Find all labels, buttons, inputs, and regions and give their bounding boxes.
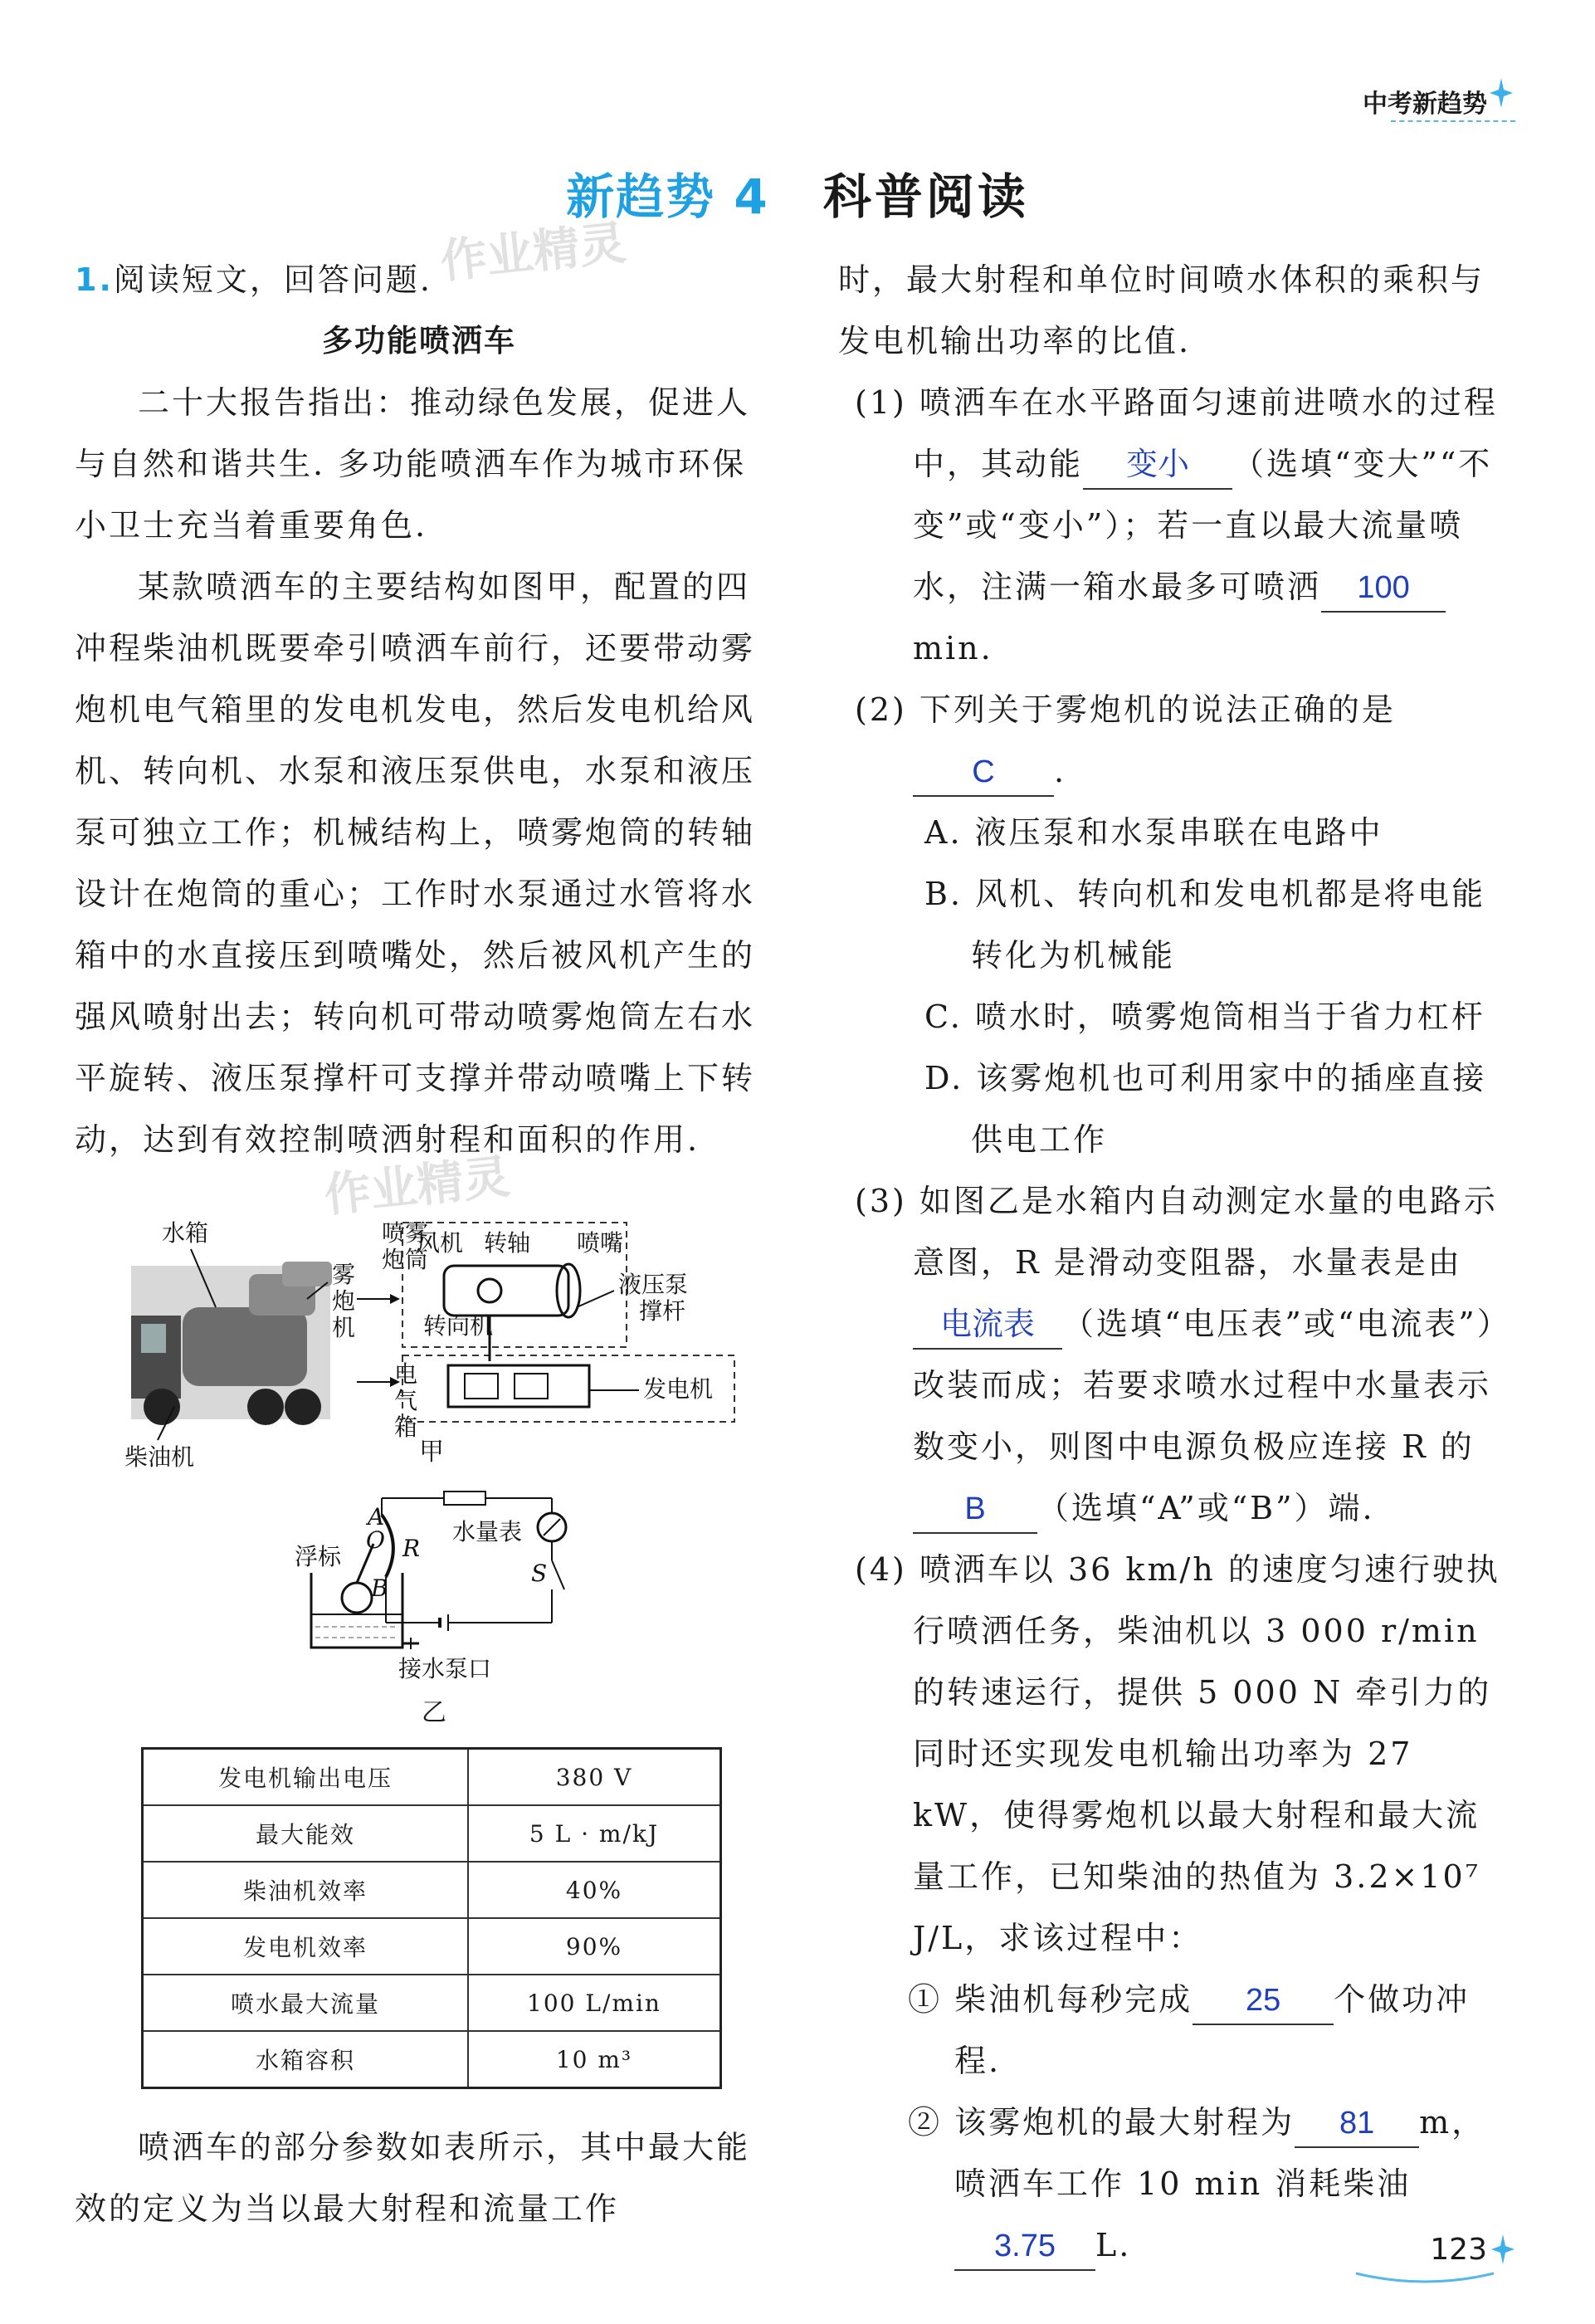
figure-caption-yi: 乙 [422,1698,446,1727]
svg-text:箱: 箱 [394,1413,418,1441]
answer-blank[interactable]: 25 [1193,1977,1334,2025]
svg-text:炮: 炮 [332,1287,356,1315]
answer-blank[interactable]: C [913,749,1054,797]
page-number-swoosh [1354,2270,1495,2287]
label-generator: 发电机 [643,1375,714,1403]
sparkle-icon [1490,2233,1515,2266]
option-c: C. 喷水时，喷雾炮筒相当于省力杠杆 [924,998,1485,1035]
label-r: R [402,1535,421,1562]
question-number: 1. [75,261,114,298]
label-float: 浮标 [295,1543,342,1570]
article-paragraph: 二十大报告指出：推动绿色发展，促进人与自然和谐共生. 多功能喷洒车作为城市环保小卫士充当着重要角色. [75,384,751,544]
param-value: 40% [468,1862,721,1918]
title-main: 科普阅读 [822,168,1029,225]
figure-yi [295,1482,610,1689]
answer-blank[interactable]: 变小 [1083,442,1232,490]
answer-blank[interactable]: B [913,1486,1037,1534]
param-value: 10 m³ [468,2031,721,2088]
label-steering: 转向机 [423,1312,494,1340]
sub-question-3: (3) 如图乙是水箱内自动测定水量的电路示意图，R 是滑动变阻器，水量表是由电流表 （选填“电压表”或“电流表”）改装而成；若要求喷水过程中水量表示数变小，则图中电源负极应连接 R 的B （选填“A”或“B”）端. [838,1170,1502,1539]
label-a: A [368,1503,385,1531]
article-paragraph: 喷洒车的部分参数如表所示，其中最大能效的定义为当以最大射程和流量工作 [75,2129,751,2227]
label-water-tank: 水箱 [162,1219,209,1247]
page-title [0,158,1595,227]
article-paragraph: 某款喷洒车的主要结构如图甲，配置的四冲程柴油机既要牵引喷洒车前行，还要带动雾炮机电气箱里的发电机发电，然后发电机给风机、转向机、水泵和液压泵供电，水泵和液压泵可独立工作；机械结构上，喷雾炮筒的转轴设计在炮筒的重心；工作时水泵通过水管将水箱中的水直接压到喷嘴处，然后被风机产生的强风喷射出去；转向机可带动喷雾炮筒左右水平旋转、液压泵撑杆可支撑并带动喷嘴上下转动，达到有效控制喷洒射程和面积的作用. [75,569,756,1158]
watermark: 作业精灵 [321,1150,513,1223]
question-prompt [75,249,763,310]
sub-question-4-part-2: ② 该雾炮机的最大射程为 81 m，喷洒车工作 10 min 消耗柴油3.75 L. [838,2092,1502,2276]
label-b: B [371,1575,388,1602]
table-row [143,1862,721,1918]
table-row [143,1918,721,1975]
label-hydraulic-2: 撑杆 [639,1297,686,1325]
label-pump-port: 接水泵口 [398,1655,492,1682]
right-column [838,249,1502,2276]
answer-blank[interactable]: 电流表 [913,1301,1062,1350]
option-a: A. 液压泵和水泵串联在电路中 [924,814,1383,851]
label-fog-cannon-1: 雾 [332,1261,356,1288]
page-number: 123 [1430,2233,1487,2267]
param-name: 水箱容积 [143,2031,468,2088]
answer-blank[interactable]: 3.75 [954,2223,1095,2271]
sub-question-2: (2) 下列关于雾炮机的说法正确的是C . [838,679,1502,802]
truck-photo [131,1262,332,1425]
table-row [143,2031,721,2088]
param-name: 柴油机效率 [143,1862,468,1918]
table-row [143,1749,721,1806]
article-paragraph-3-start [75,2116,763,2241]
answer-blank[interactable]: 100 [1321,564,1446,613]
title-prefix: 新趋势 4 [566,168,769,225]
svg-text:机: 机 [332,1314,356,1341]
label-s: S [531,1560,548,1587]
svg-text:喷雾: 喷雾 [382,1219,429,1247]
param-value: 5 L · m/kJ [468,1805,721,1862]
param-value: 380 V [468,1749,721,1806]
table-row [143,1975,721,2031]
prompt-text: 阅读短文，回答问题. [113,261,432,298]
param-name: 最大能效 [143,1805,468,1862]
label-meter: 水量表 [452,1518,523,1545]
table-row [143,1805,721,1862]
label-nozzle: 喷嘴 [577,1229,624,1257]
label-hydraulic-1: 液压泵 [618,1271,689,1298]
left-column [75,249,763,1170]
svg-text:气: 气 [394,1387,418,1414]
svg-text:电: 电 [394,1360,418,1388]
header-divider [1391,120,1515,122]
svg-text:炮筒: 炮筒 [382,1246,429,1273]
sparkle-icon [1489,76,1514,110]
label-shaft: 转轴 [484,1229,531,1257]
watermark: 作业精灵 [437,216,629,290]
answer-blank[interactable]: 81 [1295,2100,1419,2148]
article-title: 多功能喷洒车 [322,323,516,359]
label-o: O [366,1526,385,1554]
param-name: 发电机输出电压 [143,1749,468,1806]
label-fan: 风机 [417,1229,464,1257]
param-value: 100 L/min [468,1975,721,2031]
section-tag: 中考新趋势 [1363,90,1487,119]
sub-question-1: (1) 喷洒车在水平路面匀速前进喷水的过程中，其动能 变小 （选填“变大”“不变”或“变小”）；若一直以最大流量喷水，注满一箱水最多可喷洒 100min. [855,384,1498,666]
label-diesel: 柴油机 [124,1443,195,1471]
param-name: 发电机效率 [143,1918,468,1975]
article-paragraph-continued: 时，最大射程和单位时间喷水体积的乘积与发电机输出功率的比值. [838,261,1485,359]
param-name: 喷水最大流量 [143,1975,468,2031]
option-b: B. 风机、转向机和发电机都是将电能转化为机械能 [924,876,1486,974]
figure-caption-jia: 甲 [419,1438,444,1467]
param-value: 90% [468,1918,721,1975]
sub-question-4-part-1: ① 柴油机每秒完成 25 个做功冲程. [838,1969,1502,2092]
option-d: D. 该雾炮机也可利用家中的插座直接供电工作 [924,1060,1487,1158]
parameter-table [141,1747,722,2089]
sub-question-4: (4) 喷洒车以 36 km/h 的速度匀速行驶执行喷洒任务，柴油机以 3 000 r/min 的转速运行，提供 5 000 N 牵引力的同时还实现发电机输出功率为 27 kW，使得雾炮机以最大射程和最大流量工作，已知柴油的热值为 3.2×10⁷ J/L，求该过程中： [855,1551,1500,1956]
